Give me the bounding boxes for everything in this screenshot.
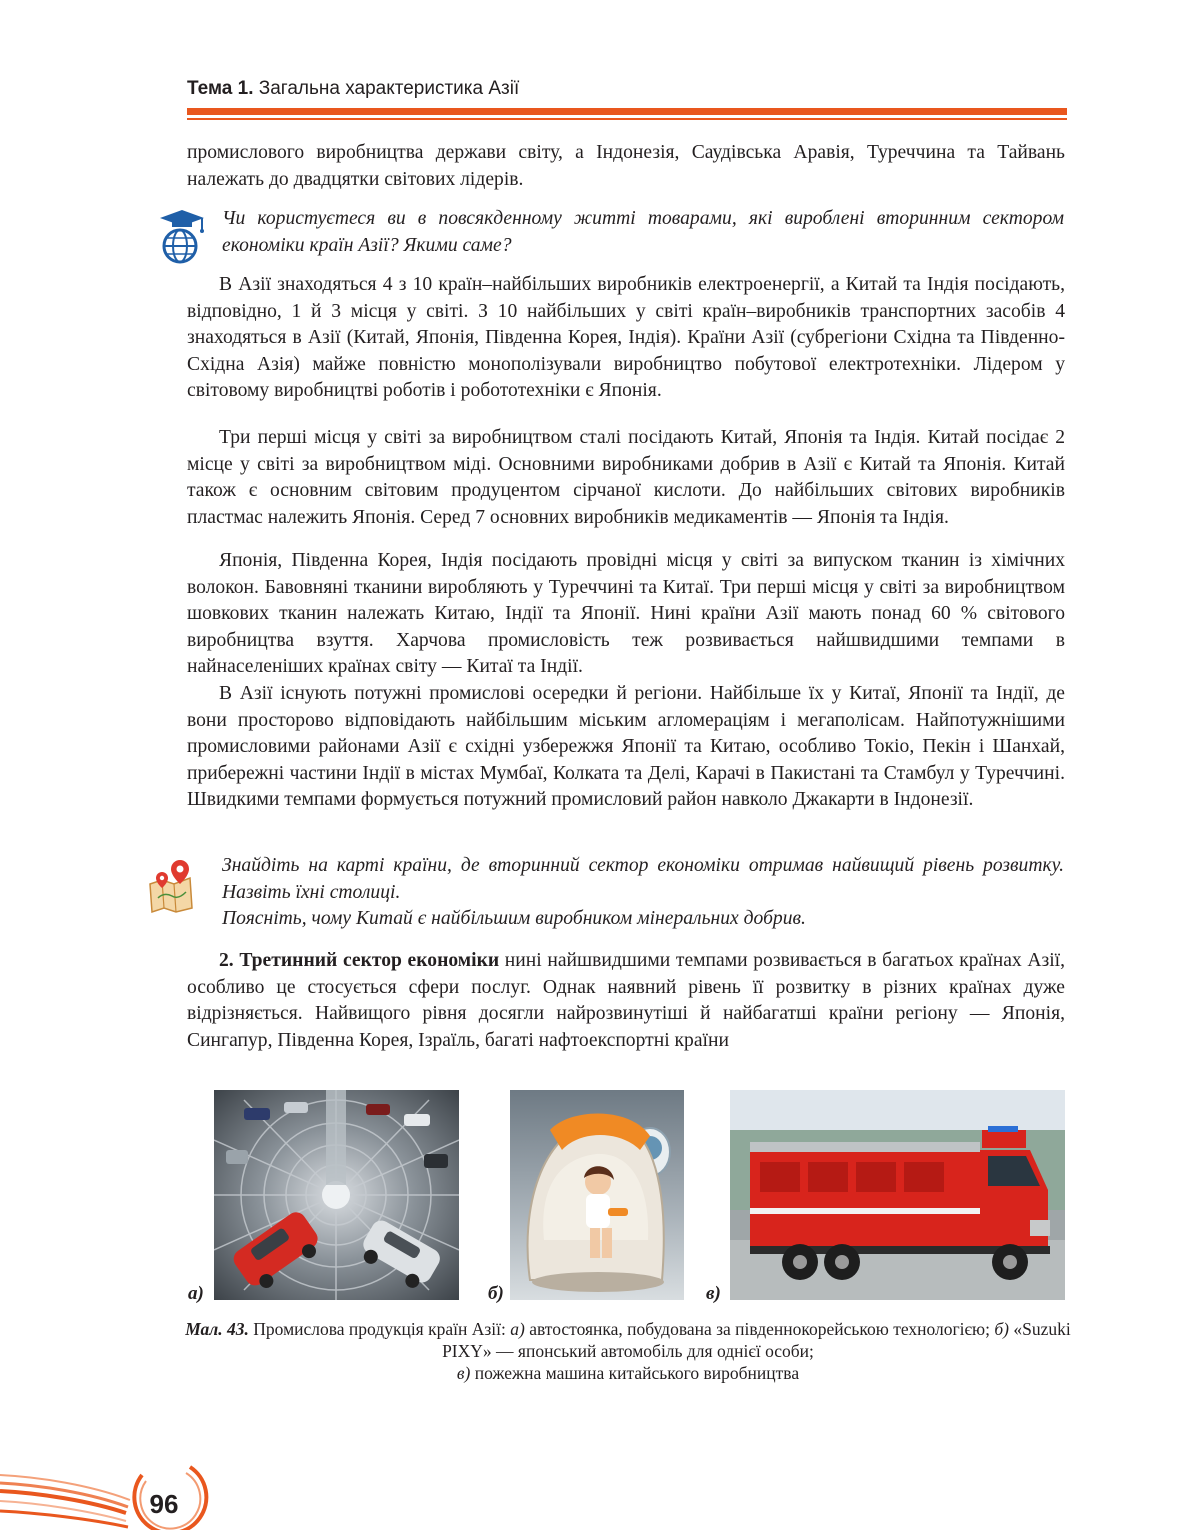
paragraph-1: В Азії знаходяться 4 з 10 країн–найбільших виробників електроенергії, а Китай та Індія посідають, відповідно, 1 й 3 місця у світі. З 10 найбільших у світі країн–виробників транспортних засобів 4 знаходяться в Азії (Китай, Японія, Південна Корея, Індія). Країни Азії (субрегіони Східна та Південно-Східна Азія) майже повністю монополізували виробництво побутової електротехніки. Лідером у світовому виробництві роботів і робототехніки є Японія. (187, 274, 1065, 401)
photo-parking-tower (214, 1090, 459, 1300)
caption-b: «Suzuki PIXY» — японський автомобіль для однієї особи; (442, 1319, 1071, 1361)
caption-a: автостоянка, побудована за південнокорейською технологією; (524, 1319, 995, 1339)
graduation-globe-icon (158, 208, 206, 264)
header-rule-thin (187, 118, 1067, 120)
caption-figure-number: Мал. 43. (185, 1319, 249, 1339)
photo-suzuki-pixy (510, 1090, 684, 1300)
caption-b-label: б) (994, 1319, 1010, 1339)
paragraph-4: В Азії існують потужні промислові осередки й регіони. Найбільше їх у Китаї, Японії та Індії, де вони просторово відповідають найбільшим міським агломераціям і мегаполісам. Найпотужнішими промисловими районами Азії є східні узбережжя Японії та Китаю, особливо Токіо, Пекін і Шанхай, прибережні частини Індії в містах Мумбаї, Колката та Делі, Карачі в Пакистані та Стамбул у Туреччині. Швидкими темпами формується потужний промисловий район навколо Джакарти в Індонезії. (187, 683, 1065, 810)
photo-fire-truck (730, 1090, 1065, 1300)
photo-label-a: а) (188, 1283, 204, 1304)
photo-label-b: б) (488, 1283, 504, 1304)
map-pins-icon (146, 858, 196, 914)
page-header (187, 78, 1067, 108)
paragraph-intro: промислового виробництва держави світу, а Індонезія, Саудівська Аравія, Туреччина та Тайвань належать до двадцятки світових лідерів. (187, 142, 1065, 190)
section-heading: 2. Третинний сектор економіки (219, 950, 500, 971)
paragraph-5-text: нині найшвидшими темпами розвивається в багатьох країнах Азії, особливо це стосується сфери послуг. Однак наявний рівень її розвитку в різних країнах дуже відрізняється. Найвищого рівня досягли найрозвинутіші й найбагатші країни регіону — Японія, Сингапур, Південна Корея, Ізраїль, багаті нафтоекспортні країни (187, 950, 1065, 1051)
paragraph-5 (187, 948, 1065, 1054)
caption-intro: Промислова продукція країн Азії: (248, 1319, 511, 1339)
photo-label-v: в) (706, 1283, 721, 1304)
question-2b: Поясніть, чому Китай є найбільшим виробником мінеральних добрив. (222, 908, 806, 929)
page-number: 96 (149, 1489, 179, 1519)
caption-v: пожежна машина китайського виробництва (470, 1363, 800, 1383)
caption-v-label: в) (456, 1363, 471, 1383)
header-rule (187, 108, 1067, 115)
caption-a-label: а) (510, 1319, 525, 1339)
topic-label: Тема 1. (187, 78, 254, 99)
paragraph-2: Три перші місця у світі за виробництвом сталі посідають Китай, Японія та Індія. Китай посідає 2 місце у світі за виробництвом міді. Основними виробниками добрив в Азії є Китай та Японія. Китай також є основним світовим продуцентом сірчаної кислоти. До найбільших світових виробників пластмас належить Японія. Серед 7 основних виробників медикаментів — Японія та Індія. (187, 427, 1065, 528)
paragraph-3: Японія, Південна Корея, Індія посідають провідні місця у світі за випуском тканин із хімічних волокон. Бавовняні тканини виробляють у Туреччині та Китаї. Три перші місця у світі за виробництвом шовкових тканин належать Китаю, Індії та Японії. Нині країни Азії мають понад 60 % світового виробництва взуття. Харчова промисловість теж розвивається найшвидшими темпами в найнаселеніших країнах світу — Китаї та Індії. (187, 550, 1065, 677)
question-1: Чи користуєтеся ви в повсякденному житті товарами, які вироблені вторинним сектором економіки країн Азії? Якими саме? (222, 208, 1064, 256)
figure-caption (180, 1318, 1076, 1384)
question-2a: Знайдіть на карті країни, де вторинний сектор економіки отримав найвищий рівень розвитку. Назвіть їхні столиці. (222, 855, 1064, 903)
topic-title: Загальна характеристика Азії (258, 78, 520, 99)
